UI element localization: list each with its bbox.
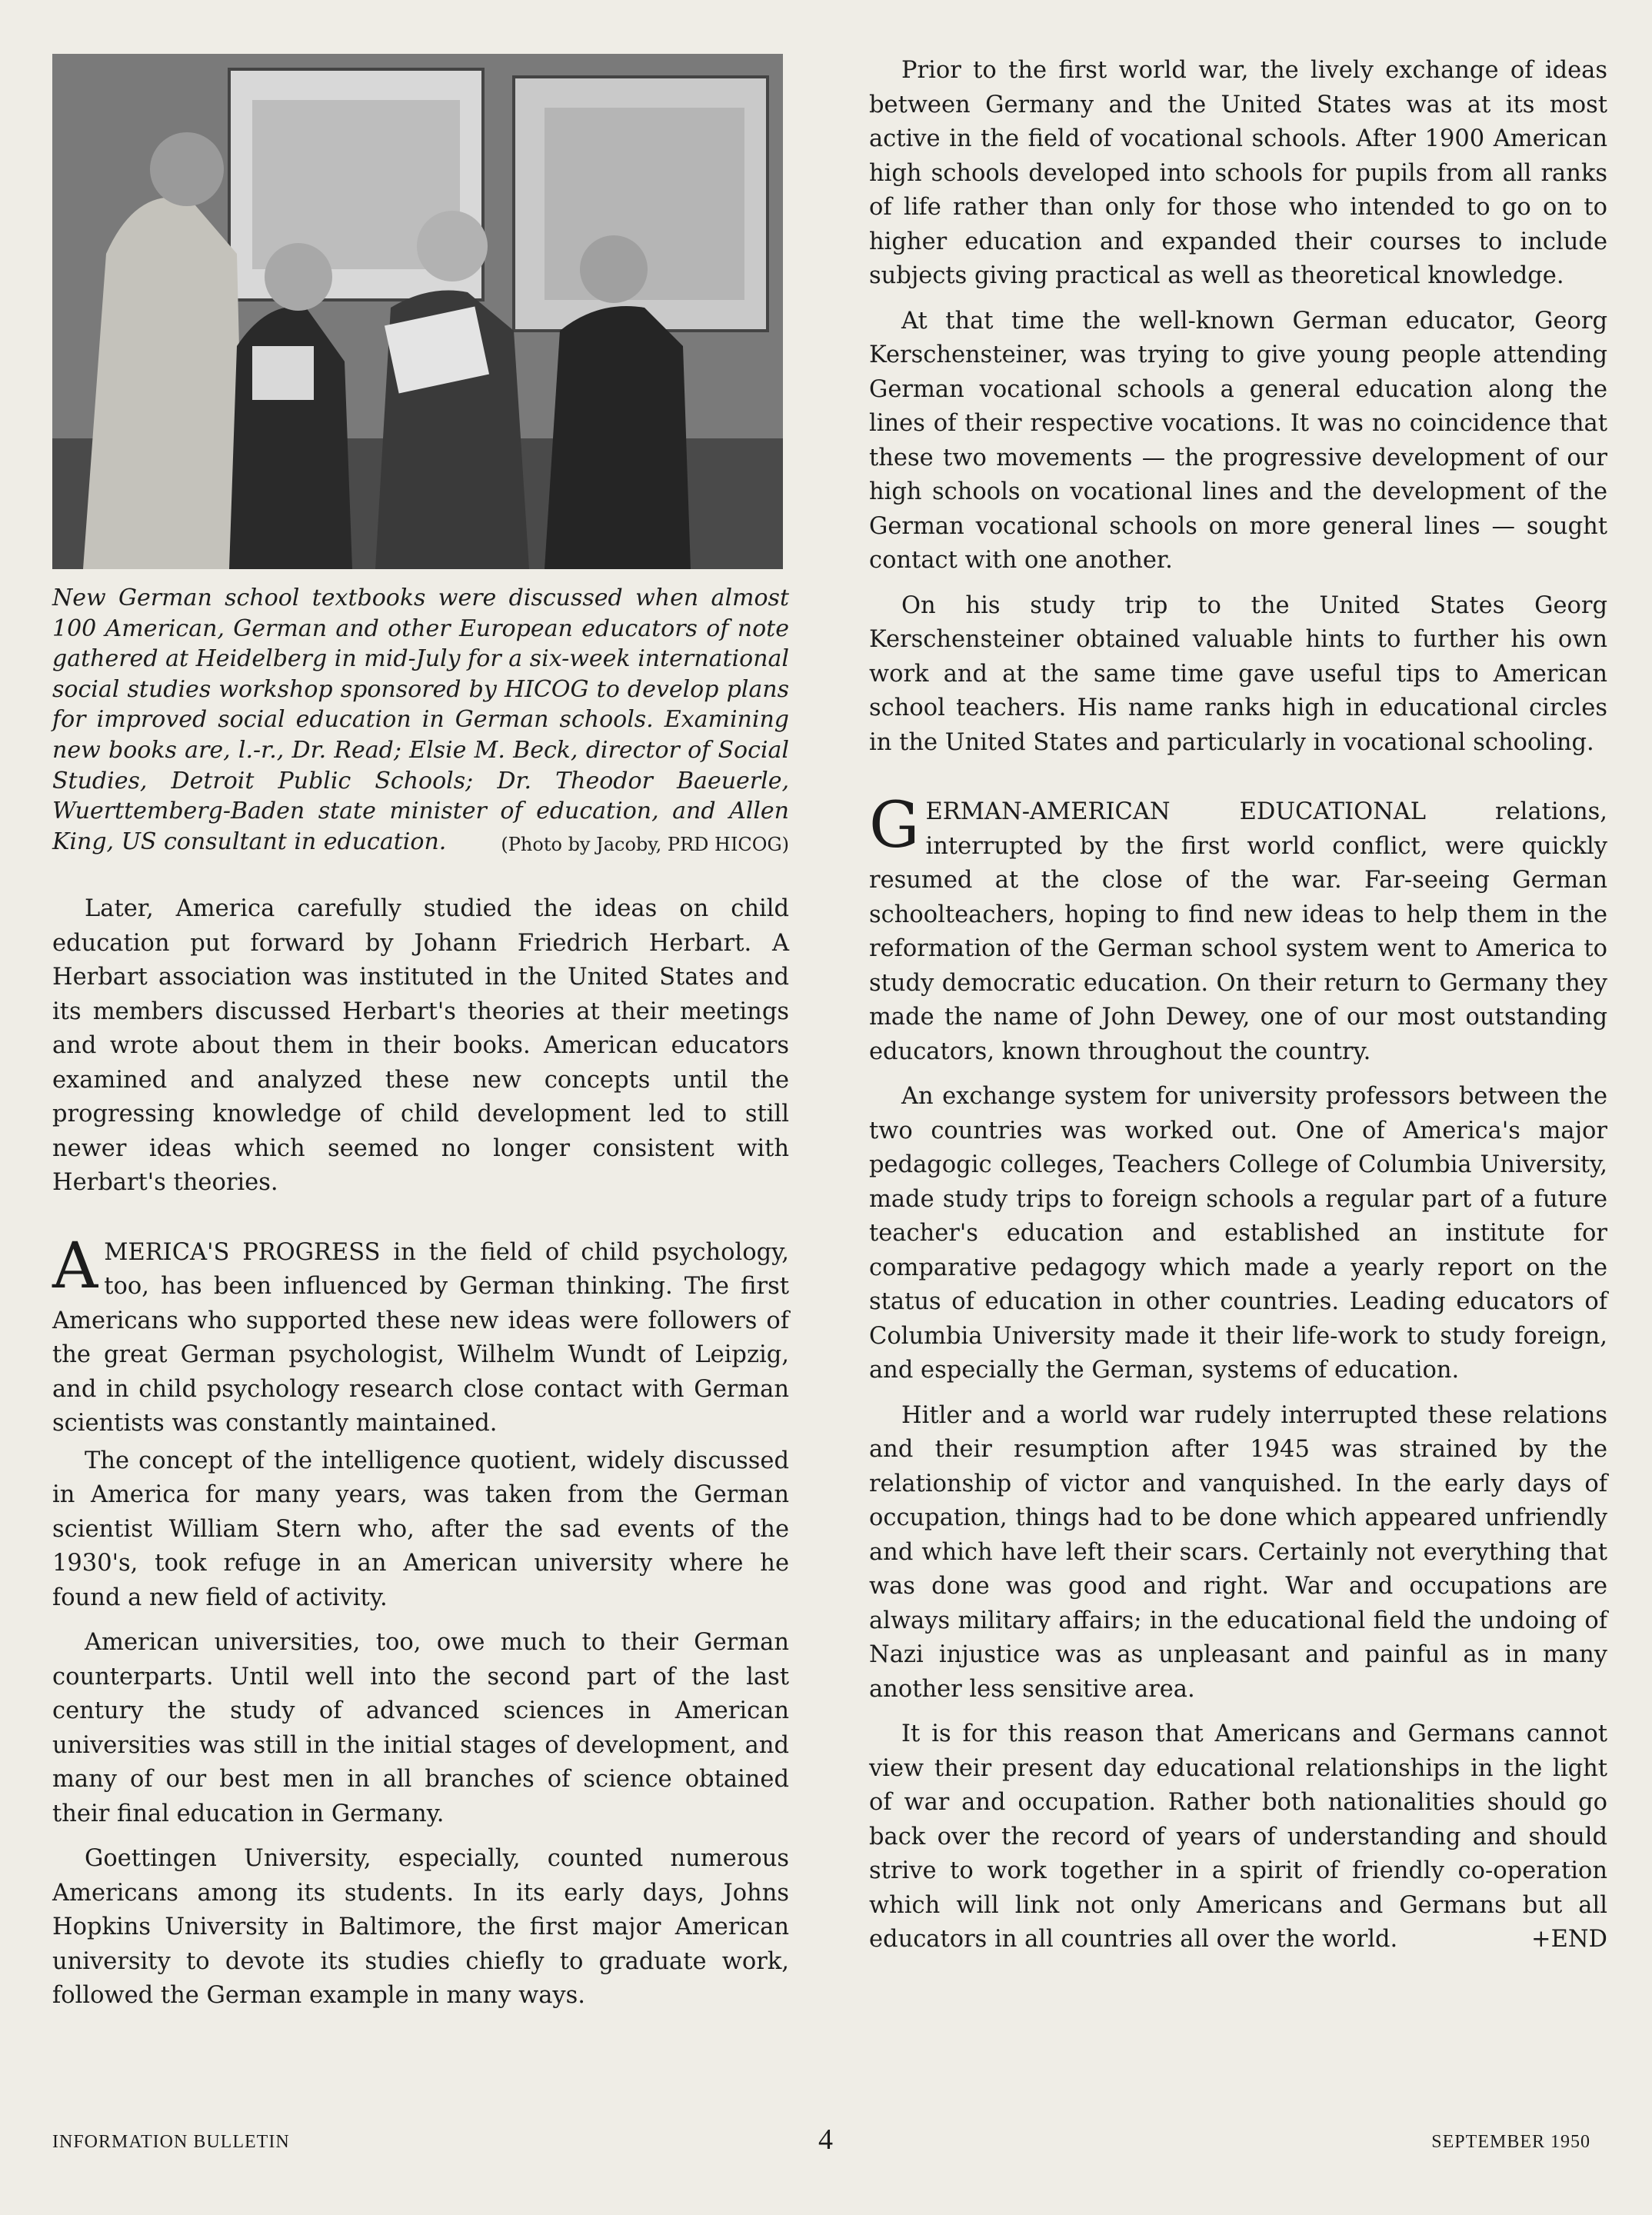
section-lead-rest: in the field of child psychology, too, has been influenced by German thinking. The first Americans who supported these new ideas were followers of the great German psychologist, Wilhelm Wundt of Leipzig, and in child psychology research close contact with German scientists was constantly maintained. <box>52 1238 789 1437</box>
left-paragraph-4: American universities, too, owe much to their German counterparts. Until well into the second part of the last century the study of advanced sciences in American universities was still in the initial stages of development, and many of our best men in all branches of science obtained their final education in Germany. <box>52 1629 789 1827</box>
section-lead-words: ERMAN-AMERICAN EDUCATIONAL <box>925 798 1427 825</box>
right-paragraph-3: On his study trip to the United States Georg Kerschensteiner obtained valuable hints to further his own work and at the same time gave useful tips to American school teachers. His name ranks high in educational circles in the United States and particularly in vocational schooling. <box>869 591 1607 756</box>
right-paragraph-6: Hitler and a world war rudely interrupted these relations and their resumption after 1945 was strained by the relationship of victor and vanquished. In the early days of occupation, things had to be done which appeared unfriendly and which have left their scars. Certainly not everything that was done was good and right. War and occupations are always military affairs; in the educational field the undoing of Nazi injustice was as unpleasant and painful as in many another less sensitive area. <box>869 1401 1607 1703</box>
section-lead-words: MERICA'S PROGRESS <box>104 1238 381 1266</box>
left-section-lead <box>52 1229 789 1441</box>
right-paragraph-2: At that time the well-known German educator, Georg Kerschensteiner, was trying to give young people attending German vocational schools a general education along the lines of their respective vocations. It was no coincidence that these two movements — the progressive development of our high schools on vocational lines and the development of the German vocational schools on more general lines — sought contact with one another. <box>869 307 1607 574</box>
left-paragraph-1: Later, America carefully studied the ideas on child education put forward by Johann Friedrich Herbart. A Herbart association was instituted in the United States and its members discussed Herbart's theories at their meetings and wrote about them in their books. American educators examined and analyzed these new concepts until the progressing knowledge of child development led to still newer ideas which seemed no longer consistent with Herbart's theories. <box>52 895 789 1197</box>
footer-publication: INFORMATION BULLETIN <box>52 2132 290 2152</box>
footer-date: SEPTEMBER 1950 <box>1431 2132 1590 2152</box>
right-paragraph-5: An exchange system for university professors between the two countries was worked out. One of America's major pedagogic colleges, Teachers College of Columbia University, made study trips to foreign schools a regular part of a future teacher's education and established an institute for comparative pedagogy which made a yearly report on the status of education in other countries. Leading educators of Columbia University made it their life-work to study foreign, and especially the German, systems of education. <box>869 1083 1607 1384</box>
left-paragraph-5: Goettingen University, especially, counted numerous Americans among its students. In its early days, Johns Hopkins University in Baltimore, the first major American university to devote its studies chiefly to graduate work, followed the German example in many ways. <box>52 1845 789 2010</box>
page-number: 4 <box>818 2123 834 2156</box>
photo-credit: (Photo by Jacoby, PRD HICOG) <box>501 833 789 855</box>
photo <box>52 54 783 569</box>
left-paragraph-3: The concept of the intelligence quotient, widely discussed in America for many years, was taken from the German scientist William Stern who, after the sad events of the 1930's, took refuge in an American university where he found a new field of activity. <box>52 1447 789 1611</box>
photo-caption <box>52 583 789 857</box>
end-mark: +END <box>1531 1926 1607 1953</box>
right-paragraph-1: Prior to the first world war, the lively exchange of ideas between Germany and the United States was at its most active in the field of vocational schools. After 1900 American high schools developed into schools for pupils from all ranks of life rather than only for those who intended to go on to higher education and expanded their courses to include subjects giving practical as well as theoretical knowledge. <box>869 57 1607 289</box>
photo-image <box>52 54 783 569</box>
caption-text: New German school textbooks were discussed when almost 100 American, German and other European educators of note gathered at Heidelberg in mid-July for a six-week international social studies workshop sponsored by HICOG to develop plans for improved social education in German schools. Examining new books are, l.-r., Dr. Read; Elsie M. Beck, director of Social Studies, Detroit Public Schools; Dr. Theodor Baeuerle, Wuerttemberg-Baden state minister of education, and Allen King, US consultant in education. <box>52 585 789 855</box>
right-section-lead <box>869 789 1607 1069</box>
closing-text: It is for this reason that Americans and Germans cannot view their present day educational relationships in the light of war and occupation. Rather both nationalities should go back over the record of years of understanding and should strive to work together in a spirit of friendly co-operation which will link not only Americans and Germans but all educators in all countries all over the world. <box>869 1720 1607 1953</box>
right-paragraph-7 <box>869 1717 1607 1957</box>
dropcap: A <box>52 1229 98 1303</box>
right-column <box>869 54 1607 1957</box>
dropcap: G <box>869 789 920 862</box>
left-column <box>52 54 789 2013</box>
section-lead-rest: relations, interrupted by the first world conflict, were quickly resumed at the close of the war. Far-seeing German schoolteachers, hoping to find new ideas to help them in the reformation of the German school system went to America to study democratic education. On their return to Germany they made the name of John Dewey, one of our most outstanding educators, known throughout the country. <box>869 798 1607 1065</box>
